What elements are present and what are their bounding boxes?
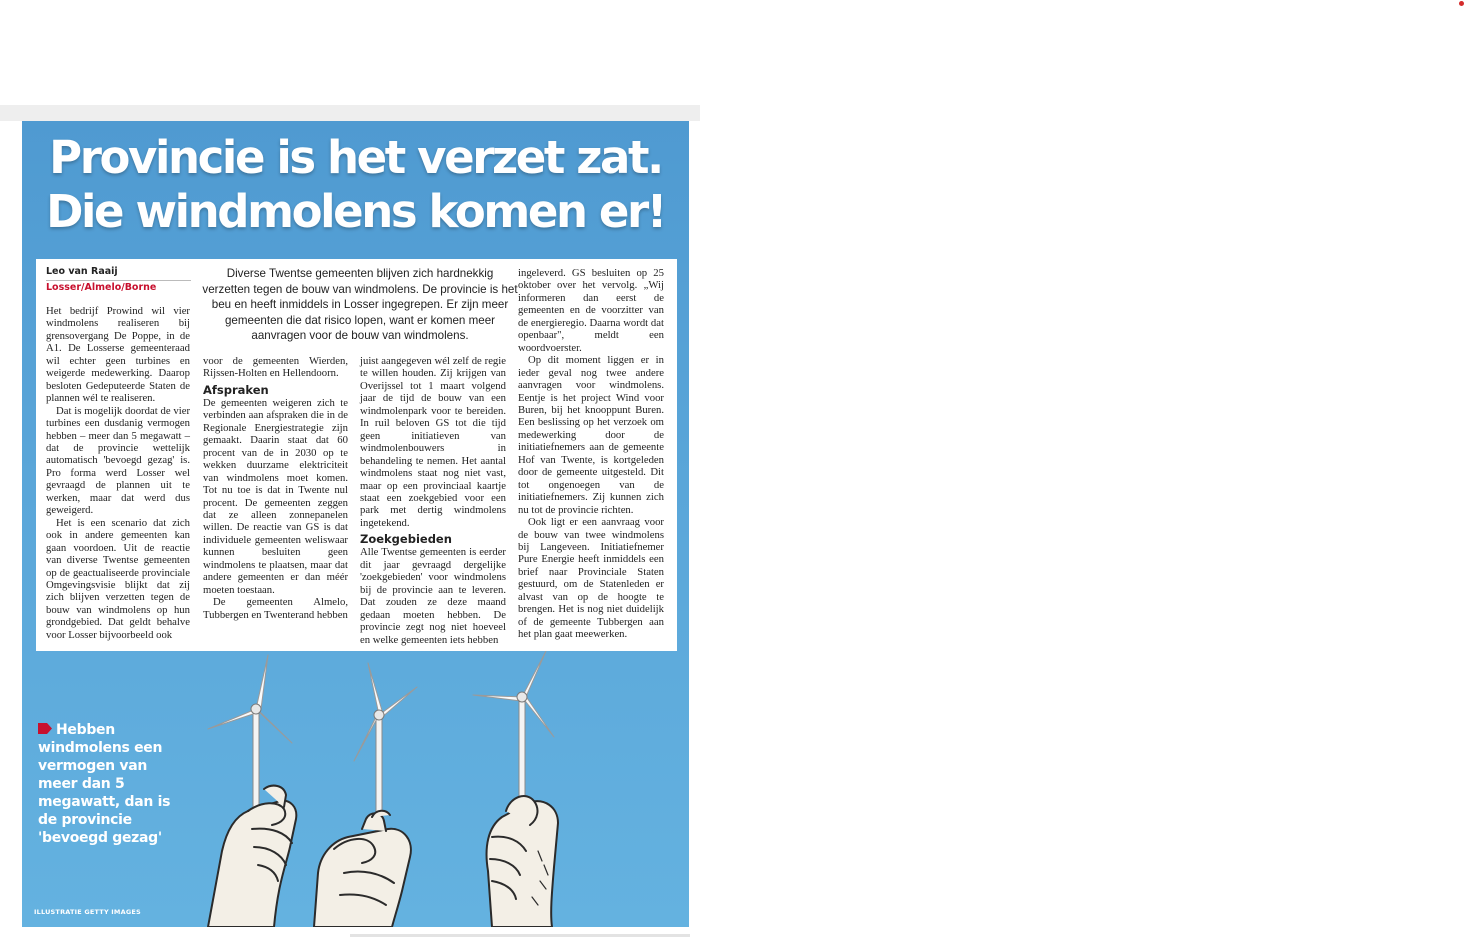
article-column-2 xyxy=(203,355,348,621)
newspaper-page xyxy=(22,121,689,927)
illustration-credit: ILLUSTRATIE GETTY IMAGES xyxy=(34,908,141,916)
viewer-toolbar-strip xyxy=(0,105,700,121)
byline-author: Leo van Raaij xyxy=(46,266,191,281)
scroll-edge xyxy=(350,934,690,937)
paragraph: De gemeenten Almelo, Tubbergen en Twenterand hebben xyxy=(203,596,348,621)
hand-icon xyxy=(487,796,558,927)
notification-dot xyxy=(1459,1,1464,6)
paragraph: juist aangegeven wél zelf de regie te willen houden. Zij krijgen van Overijssel tot 1 maart volgend jaar de tijd de bouw van een windmolenpark voor te bereiden. In ruil beloven GS tot die tijd geen initiatieven van windmolenbouwers in behandeling te nemen. Het aantal windmolens staat nog niet vast, maar op een provinciaal kaartje staat een zoekgebied voor een park met dertig windmolens ingetekend. xyxy=(360,355,506,529)
windmill-icon xyxy=(473,651,554,817)
article-column-4 xyxy=(518,267,664,641)
subheading-afspraken: Afspraken xyxy=(203,382,269,397)
paragraph: Op dit moment liggen er in ieder geval nog twee andere aanvragen voor windmolens. Eentje is het project Wind voor Buren, bij het knooppunt Buren. Een beslissing op het verzoek om medewerking door de initiatiefnemers aan de gemeente Hof van Twente, is kortgeleden door de gemeente uitgesteld. Dit tot ongenoegen van de initiatiefnemers. Zij kunnen zich nu tot de provincie richten. xyxy=(518,354,664,516)
caption-text: Hebben windmolens een vermogen van meer dan 5 megawatt, dan is de provincie 'bevoegd gezag' xyxy=(38,722,171,846)
hand-icon xyxy=(314,811,411,927)
caption-arrow-icon xyxy=(38,723,52,734)
paragraph: Het is een scenario dat zich ook in andere gemeenten kan gaan voordoen. Uit de reactie van diverse Twentse gemeenten op de geactualiseerde provinciale Omgevingsvisie blijkt dat zij zich blijven verzetten tegen de bouw van windmolens op hun grondgebied. Dat geldt behalve voor Losser bijvoorbeeld ook xyxy=(46,516,190,641)
article-box xyxy=(36,259,677,651)
paragraph: Dat is mogelijk doordat de vier turbines een dusdanig vermogen hebben – meer dan 5 megawatt – dat de provincie wettelijk automatisch 'bevoegd gezag' is. Pro forma werd Losser wel gevraagd de plannen uit te werken, maar dat werd dus geweigerd. xyxy=(46,404,190,517)
paragraph: voor de gemeenten Wierden, Rijssen-Holten en Hellendoorn. xyxy=(203,355,348,380)
headline xyxy=(22,131,689,239)
byline-location: Losser/Almelo/Borne xyxy=(46,282,157,293)
paragraph: ingeleverd. GS besluiten op 25 oktober over het vervolg. „Wij informeren dan eerst de gemeenten en de voorzitter van de energieregio. Daarna wordt dat openbaar", meldt een woordvoerster. xyxy=(518,267,664,354)
article-column-1 xyxy=(46,305,190,641)
paragraph: Alle Twentse gemeenten is eerder dit jaar gevraagd dergelijke 'zoekgebieden' voor windmolens bij de provincie aan te leveren. Dat zouden ze deze maand gedaan moeten hebben. De provincie zegt nog niet hoeveel en welke gemeenten iets hebben xyxy=(360,546,506,646)
windmill-icon xyxy=(354,663,417,835)
paragraph: Ook ligt er een aanvraag voor de bouw van twee windmolens bij Langeveen. Initiatiefnemer Pure Energie heeft inmiddels een brief naar Provinciale Staten gestuurd, om de Statenleden er alvast van op de hoogte te brengen. Het is nog niet duidelijk of de gemeente Tubbergen aan het plan gaat meewerken. xyxy=(518,516,664,641)
paragraph: Het bedrijf Prowind wil vier windmolens realiseren bij grensovergang De Poppe, in de A1. De Losserse gemeenteraad wil echter geen turbines en weigerde medewerking. Daarop besloten Gedeputeerde Staten de plannen wél te realiseren. xyxy=(46,305,190,405)
paragraph: De gemeenten weigeren zich te verbinden aan afspraken die in de Regionale Energiestrategie zijn gemaakt. Daarin staat dat 60 procent van de in 2030 op te wekken duurzame elektriciteit van windmolens moet komen. Tot nu toe is dat in Twente nul procent. De gemeenten zeggen dat ze alleen zonnepanelen willen. De reactie van GS is dat individuele gemeenten weliswaar kunnen besluiten geen windmolens te plaatsen, maar dat andere gemeenten er dan méér moeten toestaan. xyxy=(203,396,348,596)
article-column-3 xyxy=(360,355,506,646)
hand-icon xyxy=(208,786,296,927)
article-intro: Diverse Twentse gemeenten blijven zich hardnekkig verzetten tegen de bouw van windmolens. De provincie is het beu en heeft inmiddels in Losser ingegrepen. Er zijn meer gemeenten die dat risico lopen, want er komen meer aanvragen voor de bouw van windmolens. xyxy=(202,267,518,343)
subheading-zoekgebieden: Zoekgebieden xyxy=(360,532,452,547)
headline-line-1: Provincie is het verzet zat. xyxy=(49,131,662,184)
headline-line-2: Die windmolens komen er! xyxy=(46,185,665,238)
illustration-caption xyxy=(38,721,188,847)
